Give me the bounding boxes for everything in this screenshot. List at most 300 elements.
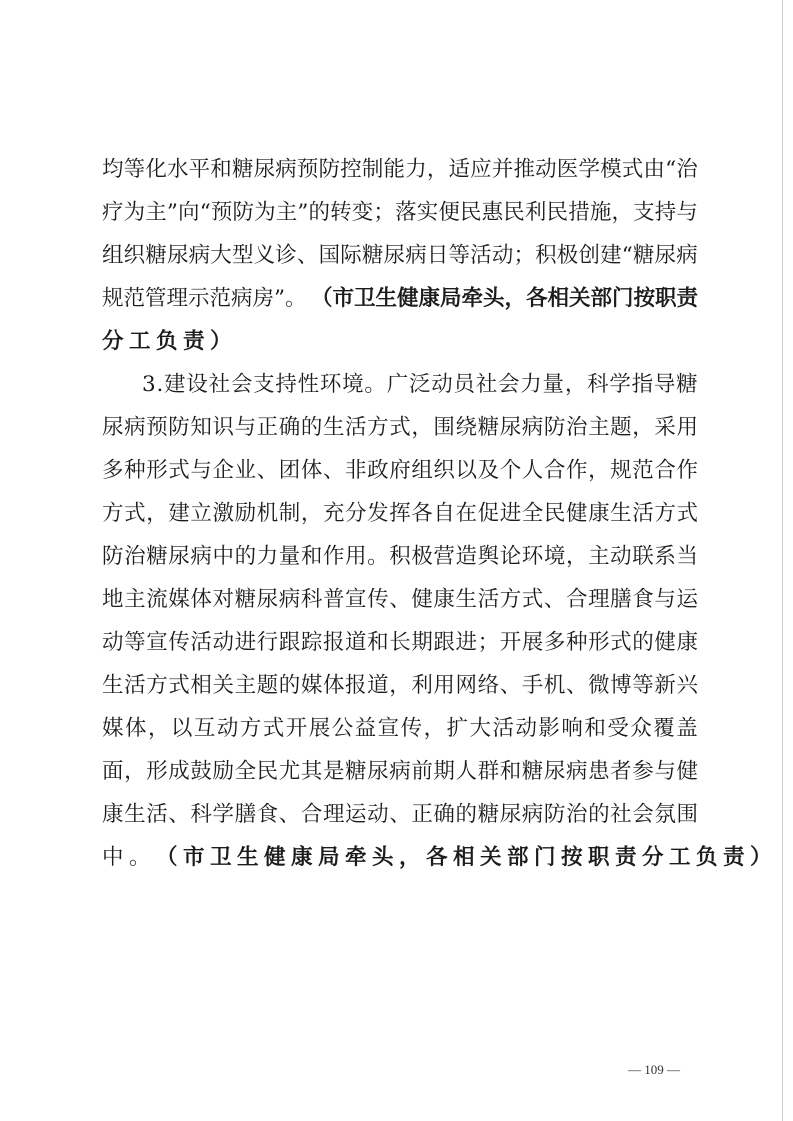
glyph: 体 [124,716,147,741]
glyph: 。 [364,372,386,397]
glyph: 式 [389,415,411,440]
glyph: 动 [515,716,537,741]
glyph: 预 [210,200,233,225]
glyph: 体 [322,673,345,698]
glyph: 预 [296,157,319,182]
glyph: 人 [455,759,478,784]
glyph: 机 [543,673,566,698]
glyph: 治 [565,415,588,440]
glyph: 兴 [676,673,698,698]
glyph: 动 [535,157,557,182]
glyph: 动 [102,630,124,655]
glyph: ， [389,673,411,698]
glyph: 成 [168,759,190,784]
glyph: 合 [543,458,566,483]
glyph: 大 [210,243,232,268]
glyph: 展 [308,716,331,741]
glyph: ， [124,759,146,784]
glyph: 自 [433,501,455,526]
glyph: 的 [300,415,323,440]
glyph: 织 [433,458,455,483]
glyph: 、 [389,802,411,827]
glyph: ； [477,630,500,655]
glyph: 建 [164,372,186,397]
glyph: 生 [322,415,345,440]
glyph: 化 [145,157,167,182]
glyph: 展 [521,630,544,655]
glyph: 能 [383,157,406,182]
paragraph-2-line-3 [102,449,698,492]
glyph: 力 [520,372,542,397]
glyph: 主 [234,673,257,698]
glyph: 力 [256,544,279,569]
glyph: 作 [565,458,588,483]
glyph: 病 [405,243,427,268]
glyph: 是 [322,759,345,784]
glyph: 实 [416,200,439,225]
glyph: 利 [411,673,433,698]
glyph: 活 [190,630,212,655]
glyph: 互 [193,716,216,741]
glyph: 挥 [389,501,411,526]
glyph: 微 [588,673,610,698]
glyph: 体 [190,587,212,612]
glyph: 便 [438,200,460,225]
glyph: 及 [477,458,500,483]
glyph: 方 [239,716,262,741]
glyph: 的 [308,200,331,225]
glyph: 社 [475,372,498,397]
glyph: 民 [503,200,525,225]
glyph: 医 [556,157,579,182]
glyph: 响 [561,716,583,741]
glyph: 的 [632,630,654,655]
glyph: 控 [340,157,362,182]
glyph: 生 [455,587,478,612]
glyph: 确 [433,802,455,827]
glyph: “ [199,200,211,225]
glyph: 形 [146,759,168,784]
glyph: 转 [330,200,352,225]
glyph: 境 [543,544,566,569]
glyph: 学 [578,157,600,182]
paragraph-1-line-2 [102,191,698,234]
glyph: 激 [212,501,234,526]
glyph: 、 [256,458,279,483]
glyph: 公 [331,716,354,741]
glyph: 期 [433,759,455,784]
glyph: 正 [411,802,433,827]
glyph: 前 [411,759,433,784]
glyph: 科 [300,587,323,612]
glyph: 网 [455,673,478,698]
glyph: 道 [345,630,367,655]
glyph: 、 [296,243,319,268]
glyph: 绕 [455,415,478,440]
glyph: 主 [145,200,167,225]
glyph: 动 [431,372,453,397]
glyph: 动 [216,716,239,741]
glyph: 适 [448,157,471,182]
glyph: 式 [621,157,644,182]
glyph: 变 [351,200,374,225]
glyph: 确 [278,415,301,440]
glyph: 中 [212,544,234,569]
glyph: 由 [643,157,665,182]
glyph: 糖 [632,243,655,268]
glyph: 活 [470,243,492,268]
glyph: 持 [275,372,297,397]
glyph: 人 [521,458,544,483]
paragraph-2-line-2 [102,406,698,449]
responsibility-note: （市卫生健康局牵头，各相关部门按职责分工负责） [156,845,778,870]
glyph: 会 [230,372,253,397]
glyph: 国 [318,243,341,268]
glyph: 病 [521,415,544,440]
glyph: 媒 [102,716,124,741]
glyph: 覆 [653,716,675,741]
glyph: 和 [367,630,389,655]
glyph: 动 [367,802,389,827]
glyph: 诊 [275,243,297,268]
glyph: 支 [253,372,275,397]
glyph: 动 [610,544,632,569]
glyph: 病 [190,544,212,569]
glyph: 企 [212,458,234,483]
glyph: 全 [234,759,257,784]
glyph: 规 [610,458,632,483]
glyph: “ [621,243,633,268]
glyph: ； [373,200,395,225]
paragraph-2-line-5 [102,535,698,578]
glyph: 方 [499,587,522,612]
glyph: 、 [278,802,301,827]
glyph: . [156,372,164,397]
glyph: 糖 [676,372,698,397]
glyph: 的 [278,673,301,698]
glyph: 和 [499,759,522,784]
glyph: 建 [168,501,190,526]
glyph: 范 [632,458,654,483]
glyph: 和 [300,544,323,569]
glyph: 手 [521,673,544,698]
glyph: 糖 [234,587,257,612]
glyph: 博 [610,673,632,698]
glyph: 制 [278,501,301,526]
glyph: 防 [102,544,124,569]
glyph: 康 [676,630,698,655]
glyph: 种 [565,630,588,655]
glyph: 传 [367,587,389,612]
glyph: 跟 [433,630,455,655]
paragraph-2-line-12-text: 中。 [102,845,157,870]
glyph: 会 [498,372,520,397]
glyph: 指 [631,372,654,397]
glyph: 施 [589,200,612,225]
responsibility-note-part-2: 分工负责） [102,329,238,354]
glyph: 进 [499,501,522,526]
glyph: 运 [676,587,698,612]
glyph: 全 [521,501,544,526]
glyph: 方 [654,501,676,526]
glyph: 立 [190,501,212,526]
glyph: 向 [178,200,200,225]
glyph: 民 [256,759,279,784]
glyph: 为 [254,200,276,225]
glyph: 活 [124,673,146,698]
glyph: 病 [389,759,411,784]
glyph: 促 [477,501,500,526]
glyph: 尿 [499,802,522,827]
glyph: 惠 [481,200,504,225]
glyph: ， [147,716,170,741]
glyph: 等 [448,243,471,268]
glyph: 营 [433,544,455,569]
glyph: 合 [565,587,588,612]
glyph: 机 [256,501,279,526]
glyph: 尿 [166,243,189,268]
glyph: 发 [367,501,389,526]
glyph: 形 [588,630,610,655]
glyph: 平 [188,157,211,182]
glyph: 识 [212,415,234,440]
glyph: 动 [212,630,234,655]
glyph: 社 [610,802,632,827]
glyph: 设 [186,372,208,397]
glyph: 对 [212,587,234,612]
glyph: 病 [565,759,588,784]
glyph: 糖 [145,243,167,268]
glyph: 报 [345,673,367,698]
glyph: 病 [188,243,211,268]
glyph: 活 [345,415,367,440]
glyph: 盖 [676,716,698,741]
glyph: 治 [565,802,588,827]
glyph: 模 [600,157,622,182]
glyph: 面 [102,759,124,784]
responsibility-note-part-1: （市卫生健康局牵头，各相关部门按职责 [310,286,698,311]
glyph: 治 [124,544,146,569]
glyph: 理 [322,802,345,827]
glyph: 、 [499,673,522,698]
glyph: 参 [632,759,654,784]
glyph: 媒 [300,673,323,698]
glyph: 并 [491,157,514,182]
glyph: 用 [433,673,455,698]
glyph: 充 [322,501,345,526]
glyph: 康 [433,587,455,612]
glyph: 糖 [146,544,168,569]
glyph: 广 [386,372,409,397]
paragraph-2-line-11 [102,793,698,836]
glyph: 创 [578,243,600,268]
glyph: 论 [499,544,522,569]
glyph: ， [565,544,588,569]
glyph: 氛 [654,802,676,827]
glyph: 府 [389,458,411,483]
glyph: 合 [300,802,323,827]
glyph: 络 [477,673,500,698]
glyph: 期 [411,630,433,655]
glyph: 糖 [231,157,254,182]
glyph: 式 [521,587,544,612]
glyph: 主 [124,587,146,612]
glyph: 膳 [610,587,632,612]
paragraph-2-line-8 [102,664,698,707]
glyph: 防 [232,200,254,225]
paragraph-2-line-7 [102,621,698,664]
glyph: 3 [142,372,156,397]
paragraph-1-line-1 [102,148,698,191]
glyph: 组 [102,243,124,268]
glyph: 在 [455,501,478,526]
glyph: 病 [676,243,698,268]
glyph: 非 [345,458,367,483]
glyph: 传 [400,716,423,741]
glyph: 用 [676,415,698,440]
glyph: 型 [231,243,254,268]
glyph: 防 [543,802,566,827]
glyph: 合 [654,458,676,483]
glyph: 多 [102,458,124,483]
glyph: 健 [676,759,698,784]
page-number: — 109 — [628,1062,680,1077]
glyph: 尿 [253,157,276,182]
glyph: ， [426,157,449,182]
glyph: 糖 [477,415,500,440]
glyph: 利 [524,200,547,225]
glyph: 以 [455,458,478,483]
glyph: 组 [411,458,433,483]
glyph: ， [423,716,446,741]
glyph: 流 [146,587,168,612]
glyph: 开 [285,716,308,741]
glyph: 应 [470,157,492,182]
glyph: ； [513,243,535,268]
glyph: ， [588,458,610,483]
glyph: 义 [253,243,276,268]
glyph: 制 [361,157,384,182]
glyph: 形 [146,458,168,483]
glyph: 际 [340,243,362,268]
glyph: 励 [234,501,257,526]
glyph: 的 [455,802,478,827]
glyph: 用 [345,544,367,569]
glyph: 科 [587,372,609,397]
glyph: 环 [521,544,544,569]
glyph: 系 [654,544,676,569]
glyph: 相 [190,673,212,698]
glyph: 尿 [367,759,389,784]
glyph: 个 [499,458,522,483]
glyph: ， [146,501,168,526]
glyph: 式 [124,501,146,526]
paragraph-2-line-9 [102,707,698,750]
glyph: 、 [565,673,588,698]
glyph: 尿 [102,415,124,440]
glyph: 跟 [278,630,301,655]
glyph: 围 [676,802,698,827]
glyph: 与 [654,587,676,612]
glyph: 水 [166,157,189,182]
glyph: 措 [568,200,590,225]
glyph: 食 [256,802,279,827]
glyph: 日 [426,243,449,268]
glyph: 作 [676,458,698,483]
glyph: 体 [300,458,323,483]
glyph: 科 [190,802,212,827]
glyph: 健 [654,630,676,655]
glyph: 进 [455,630,478,655]
paragraph-2-line-10 [102,750,698,793]
glyph: 防 [318,157,341,182]
scan-edge-line [782,0,783,1121]
glyph: 采 [654,415,676,440]
glyph: 联 [632,544,654,569]
glyph: 正 [256,415,279,440]
glyph: 当 [676,544,698,569]
glyph: 民 [543,501,566,526]
glyph: 、 [322,458,345,483]
glyph: 长 [389,630,411,655]
glyph: 泛 [408,372,431,397]
glyph: 动 [491,243,514,268]
glyph: 宣 [146,630,168,655]
glyph: 主 [588,415,610,440]
glyph: 病 [521,802,544,827]
glyph: 的 [588,802,610,827]
glyph: 等 [632,673,654,698]
glyph: ， [632,415,654,440]
paragraph-1-line-4-text: 规范管理示范病房”。 [102,286,307,311]
glyph: 和 [210,157,232,182]
glyph: “ [665,157,677,182]
glyph: 式 [676,501,698,526]
glyph: 鼓 [190,759,212,784]
glyph: 糖 [521,759,544,784]
glyph: 防 [543,415,566,440]
glyph: 各 [411,501,433,526]
glyph: ” [297,200,309,225]
glyph: 力 [405,157,427,182]
glyph: 式 [168,458,190,483]
glyph: 式 [262,716,285,741]
glyph: 社 [208,372,231,397]
glyph: 活 [477,587,500,612]
glyph: 团 [278,458,301,483]
glyph: 式 [168,673,190,698]
glyph: 宣 [377,716,400,741]
glyph: 的 [234,544,257,569]
glyph: 舆 [477,544,500,569]
glyph: 膳 [234,802,257,827]
glyph: 主 [588,544,610,569]
glyph: 织 [123,243,146,268]
glyph: 病 [275,157,297,182]
glyph: 、 [168,802,190,827]
glyph: 等 [123,157,146,182]
glyph: 学 [609,372,631,397]
glyph: ， [564,372,587,397]
glyph: 活 [146,802,168,827]
glyph: 量 [278,544,301,569]
glyph: 新 [654,673,676,698]
glyph: 性 [297,372,320,397]
glyph: 众 [630,716,652,741]
glyph: 持 [654,200,677,225]
glyph: 极 [556,243,579,268]
glyph: 糖 [361,243,384,268]
